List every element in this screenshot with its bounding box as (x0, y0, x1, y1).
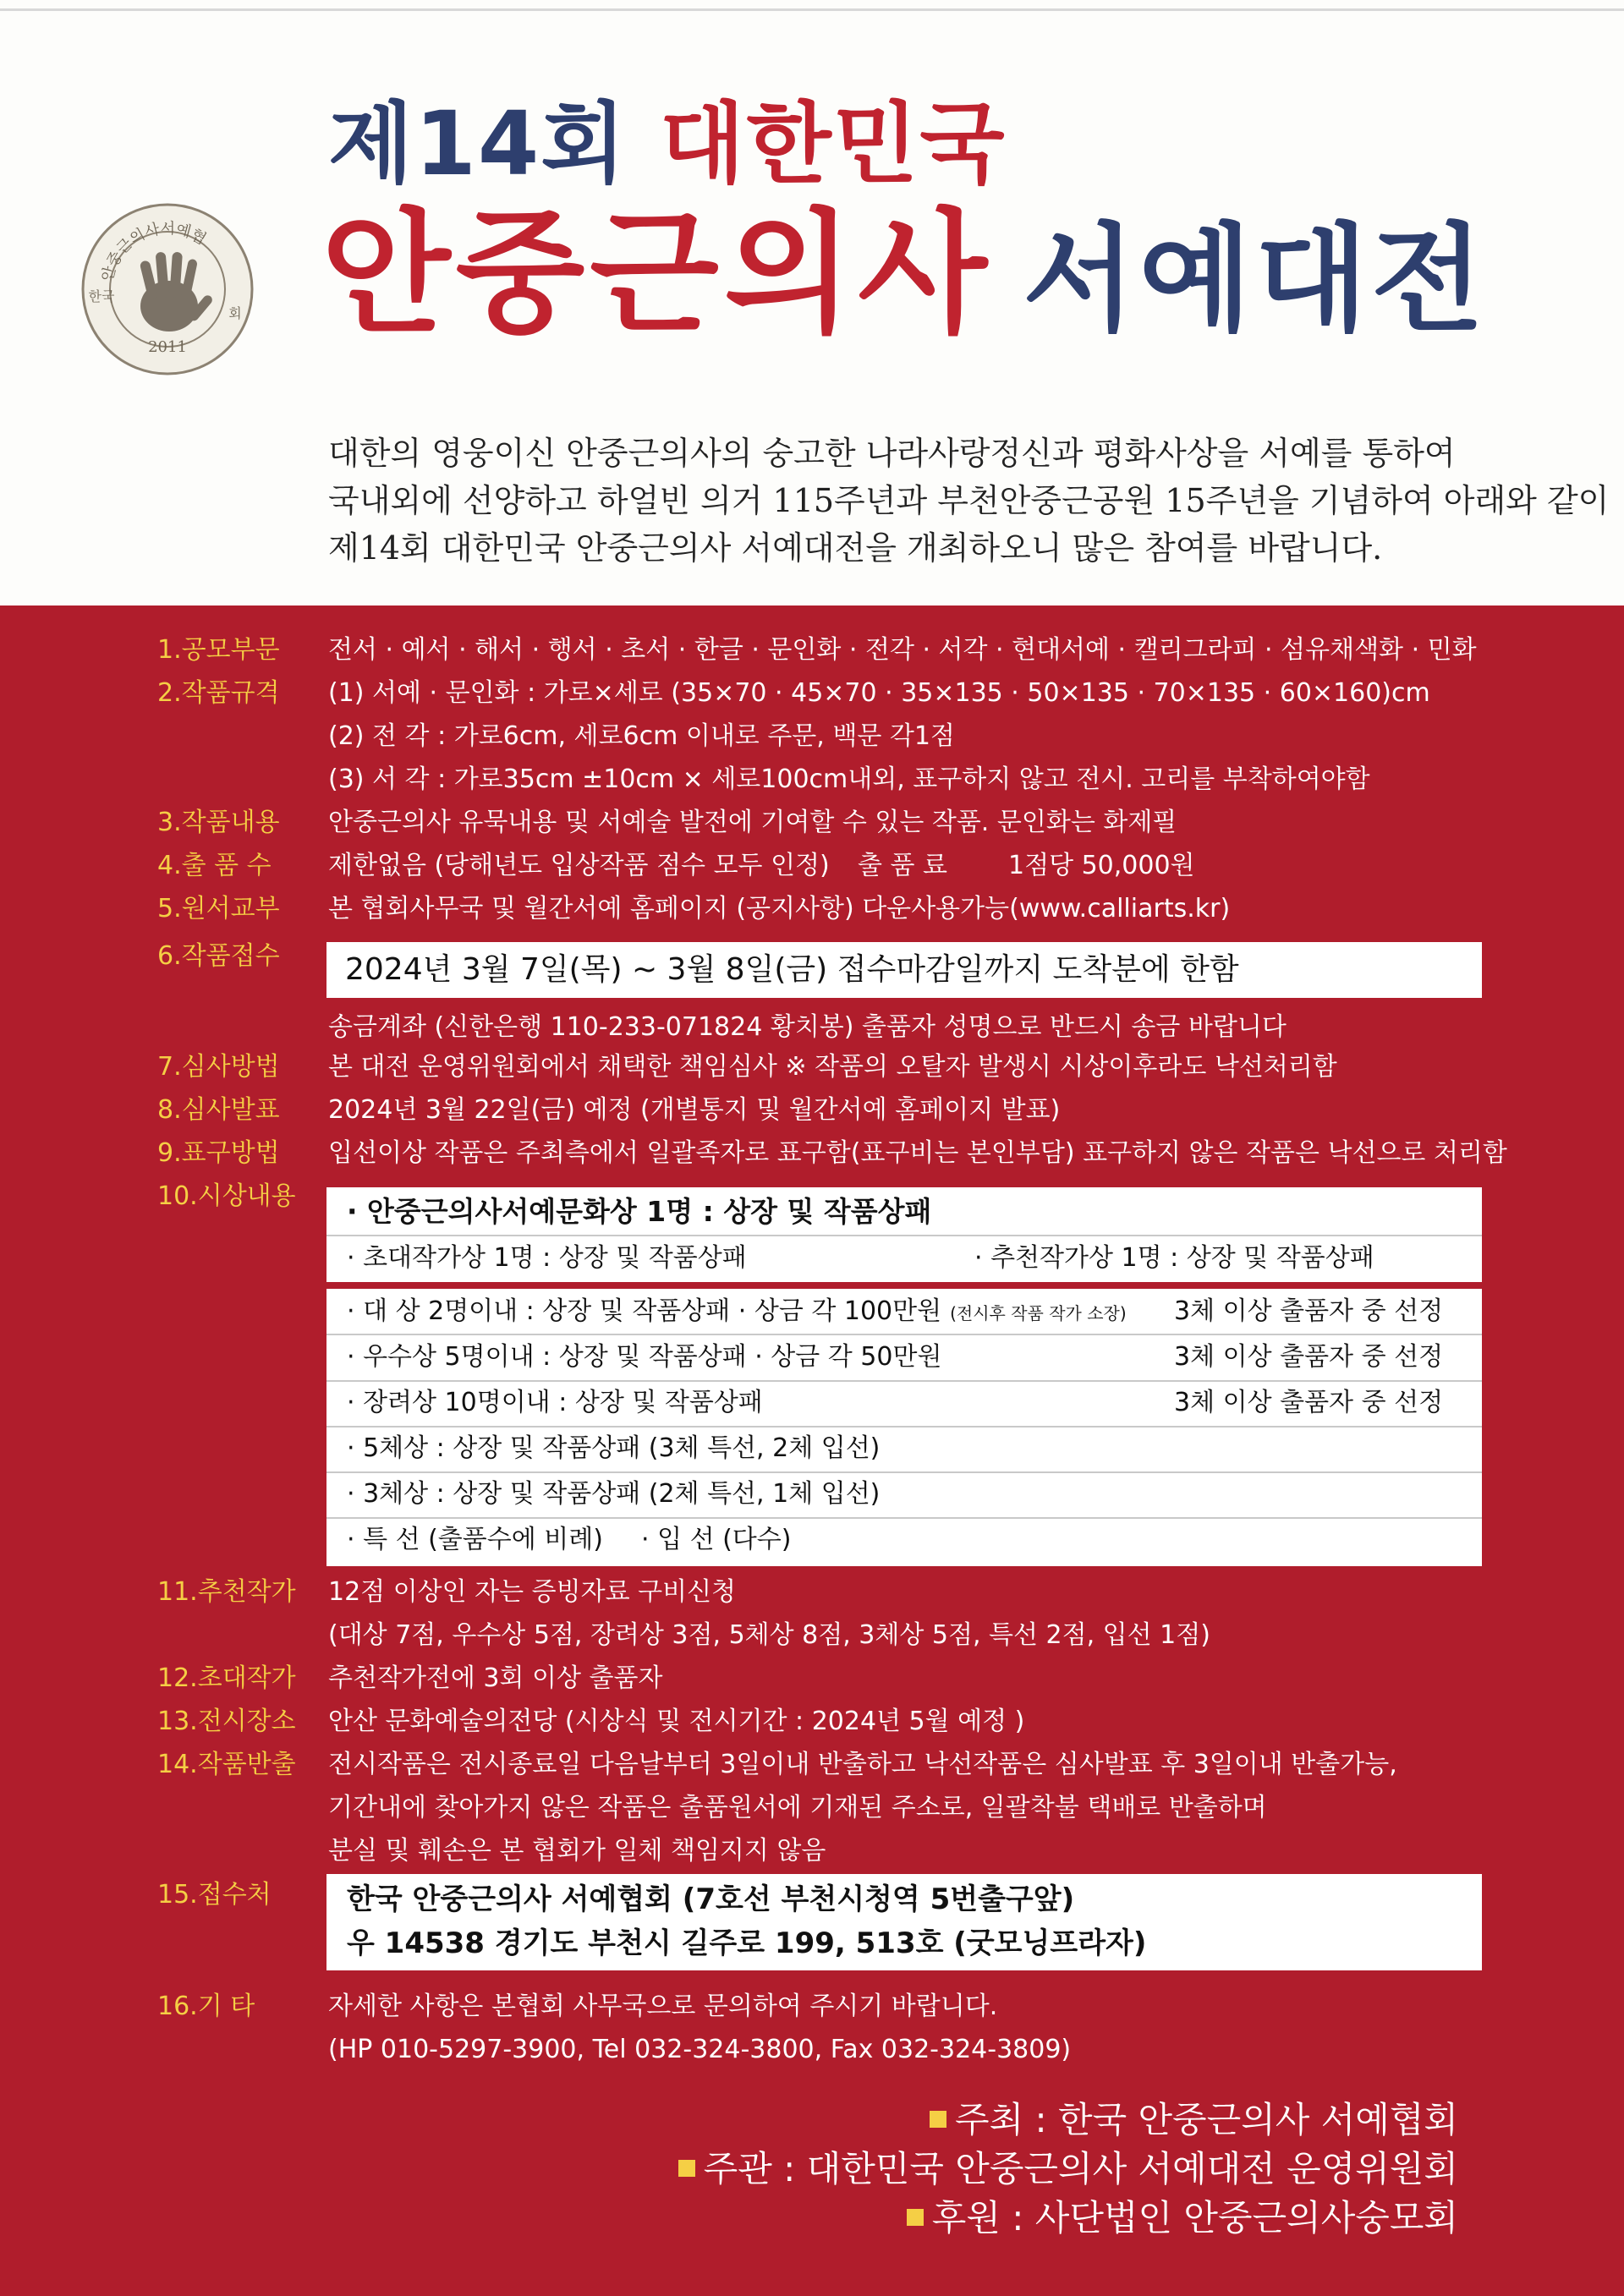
section-text: 안중근의사 유묵내용 및 서예술 발전에 기여할 수 있는 작품. 문인화는 화제필 (328, 808, 1177, 837)
svg-text:회: 회 (228, 305, 242, 321)
bullet-square-icon (930, 2111, 946, 2128)
section-label: 16.기 타 (157, 1992, 255, 2021)
award-grand: · 대 상 2명이내 : 상장 및 작품상패 · 상금 각 100만원 (347, 1296, 942, 1326)
section-text: 자세한 사항은 본협회 사무국으로 문의하여 주시기 바랍니다. (328, 1992, 998, 2021)
section-text: 안산 문화예술의전당 (시상식 및 전시기간 : 2024년 5월 예정 ) (328, 1707, 1025, 1736)
culture-award: · 안중근의사서예문화상 1명 : 상장 및 작품상패 (347, 1195, 932, 1228)
box-divider (326, 1471, 1482, 1473)
section-text: (1) 서예 · 문인화 : 가로×세로 (35×70 · 45×70 · 35×135 · 50×135 · 70×135 · 60×160)cm (328, 678, 1430, 708)
section-label: 4.출 품 수 (157, 851, 272, 880)
footer-organizer: 주관 : 대한민국 안중근의사 서예대전 운영위원회 (678, 2145, 1458, 2194)
section-label: 12.초대작가 (157, 1663, 296, 1693)
country-label: 대한민국 (659, 92, 1007, 195)
section-text: 본 협회사무국 및 월간서예 홈페이지 (공지사항) 다운사용가능(www.calliarts.kr) (328, 894, 1231, 923)
bullet-square-icon (678, 2160, 695, 2177)
submission-date-box (326, 942, 1482, 998)
submission-date: 2024년 3월 7일(목) ~ 3월 8일(금) 접수마감일까지 도착분에 한함 (345, 952, 1239, 987)
section-label: 9.표구방법 (157, 1138, 280, 1168)
intro-line: 대한의 영웅이신 안중근의사의 숭고한 나라사랑정신과 평화사상을 서예를 통하여 (328, 435, 1456, 472)
special-awards-box (326, 1187, 1482, 1282)
section-label: 13.전시장소 (157, 1707, 296, 1736)
section-label: 6.작품접수 (157, 941, 280, 971)
svg-text:안중근의사서예협: 안중근의사서예협 (98, 219, 210, 283)
award-note: (전시후 작품 작가 소장) (950, 1303, 1127, 1323)
award-encouragement: · 장려상 10명이내 : 상장 및 작품상패 (347, 1388, 763, 1417)
awards-table-box (326, 1289, 1482, 1566)
section-label: 2.작품규격 (157, 678, 280, 708)
section-text: 전시작품은 전시종료일 다음날부터 3일이내 반출하고 낙선작품은 심사발표 후 3일이내 반출가능, (328, 1750, 1397, 1779)
main-title (321, 196, 1488, 352)
section-label: 8.심사발표 (157, 1095, 280, 1125)
section-text: 본 대전 운영위원회에서 채택한 책임심사 ※ 작품의 오탈자 발생시 시상이후라도 낙선처리함 (328, 1052, 1337, 1082)
box-divider (326, 1380, 1482, 1382)
bullet-square-icon (907, 2209, 924, 2226)
section-label: 1.공모부문 (157, 635, 280, 665)
footer-host: 주최 : 한국 안중근의사 서예협회 (930, 2096, 1458, 2145)
award-five-styles: · 5체상 : 상장 및 작품상패 (3체 특선, 2체 입선) (347, 1433, 881, 1463)
section-text: 분실 및 훼손은 본 협회가 일체 책임지지 않음 (328, 1836, 826, 1866)
contact-numbers: (HP 010-5297-3900, Tel 032-324-3800, Fax 032-324-3809) (328, 2035, 1072, 2064)
invited-artist-award: · 초대작가상 1명 : 상장 및 작품상패 (347, 1243, 747, 1273)
section-text: 제한없음 (당해년도 입상작품 점수 모두 인정) (328, 851, 830, 880)
award-row (347, 1292, 1127, 1333)
section-text: (대상 7점, 우수상 5점, 장려상 3점, 5체상 8점, 3체상 5점, 특선 2점, 입선 1점) (328, 1620, 1210, 1650)
section-label: 5.원서교부 (157, 894, 280, 923)
footer-sponsor: 후원 : 사단법인 안중근의사숭모회 (907, 2194, 1458, 2243)
header-area (0, 0, 1624, 606)
svg-text:2011: 2011 (148, 338, 187, 356)
section-label: 7.심사방법 (157, 1052, 280, 1082)
section-text: 추천작가전에 3회 이상 출품자 (328, 1663, 663, 1693)
section-text: (3) 서 각 : 가로35cm ±10cm × 세로100cm내외, 표구하지 않고 전시. 고리를 부착하여야함 (328, 764, 1370, 794)
intro-paragraph (328, 430, 1610, 572)
fee-value: 1점당 50,000원 (1008, 851, 1195, 880)
section-label: 15.접수처 (157, 1880, 272, 1910)
section-label: 3.작품내용 (157, 808, 280, 837)
section-label: 14.작품반출 (157, 1750, 296, 1779)
section-text: 기간내에 찾아가지 않은 작품은 출품원서에 기재된 주소로, 일괄착불 택배로 반출하며 (328, 1793, 1267, 1822)
details-panel (0, 606, 1624, 2296)
svg-text:한국: 한국 (88, 288, 115, 304)
top-scan-line (0, 8, 1624, 11)
award-condition: 3체 이상 출품자 중 선정 (1174, 1388, 1444, 1417)
section-text: (2) 전 각 : 가로6cm, 세로6cm 이내로 주문, 백문 각1점 (328, 721, 955, 751)
section-text: 전서 · 예서 · 해서 · 행서 · 초서 · 한글 · 문인화 · 전각 · 서각 · 현대서예 · 캘리그라피 · 섬유채색화 · 민화 (328, 635, 1477, 665)
section-text: 12점 이상인 자는 증빙자료 구비신청 (328, 1577, 737, 1607)
fee-label: 출 품 료 (858, 851, 948, 880)
award-special-selection: · 특 선 (출품수에 비례) (347, 1525, 603, 1554)
intro-line: 제14회 대한민국 안중근의사 서예대전을 개최하오니 많은 참여를 바랍니다. (328, 529, 1383, 567)
section-label: 10.시상내용 (157, 1181, 296, 1211)
bank-account: 송금계좌 (신한은행 110-233-071824 황치봉) 출품자 성명으로 반드시 송금 바랍니다 (328, 1012, 1287, 1042)
award-three-styles: · 3체상 : 상장 및 작품상패 (2체 특선, 1체 입선) (347, 1479, 881, 1509)
award-excellence: · 우수상 5명이내 : 상장 및 작품상패 · 상금 각 50만원 (347, 1342, 942, 1372)
intro-line: 국내외에 선양하고 하얼빈 의거 115주년과 부천안중근공원 15주년을 기념하여 아래와 같이 (328, 482, 1610, 519)
society-name: 한국 안중근의사 서예협회 (7호선 부천시청역 5번출구앞) (347, 1882, 1075, 1916)
box-divider (326, 1426, 1482, 1427)
society-seal-logo (78, 200, 257, 379)
recommended-artist-award: · 추천작가상 1명 : 상장 및 작품상패 (974, 1243, 1374, 1273)
title-sub: 서예대전 (1023, 211, 1488, 348)
award-condition: 3체 이상 출품자 중 선정 (1174, 1342, 1444, 1372)
award-condition: 3체 이상 출품자 중 선정 (1174, 1296, 1444, 1326)
section-text: 2024년 3월 22일(금) 예정 (개별통지 및 월간서예 홈페이지 발표) (328, 1095, 1061, 1125)
box-divider (326, 1235, 1482, 1236)
box-divider (326, 1517, 1482, 1519)
section-label: 11.추천작가 (157, 1577, 296, 1607)
award-selection: · 입 선 (다수) (641, 1525, 792, 1554)
edition-title (328, 92, 1007, 195)
society-address: 우 14538 경기도 부천시 길주로 199, 513호 (굿모닝프라자) (347, 1926, 1147, 1960)
box-divider (326, 1334, 1482, 1335)
section-text: 입선이상 작품은 주최측에서 일괄족자로 표구함(표구비는 본인부담) 표구하지 않은 작품은 낙선으로 처리함 (328, 1138, 1507, 1168)
title-main: 안중근의사 (321, 196, 993, 352)
contact-address-box (326, 1874, 1482, 1970)
edition-label: 제14회 (328, 92, 628, 195)
